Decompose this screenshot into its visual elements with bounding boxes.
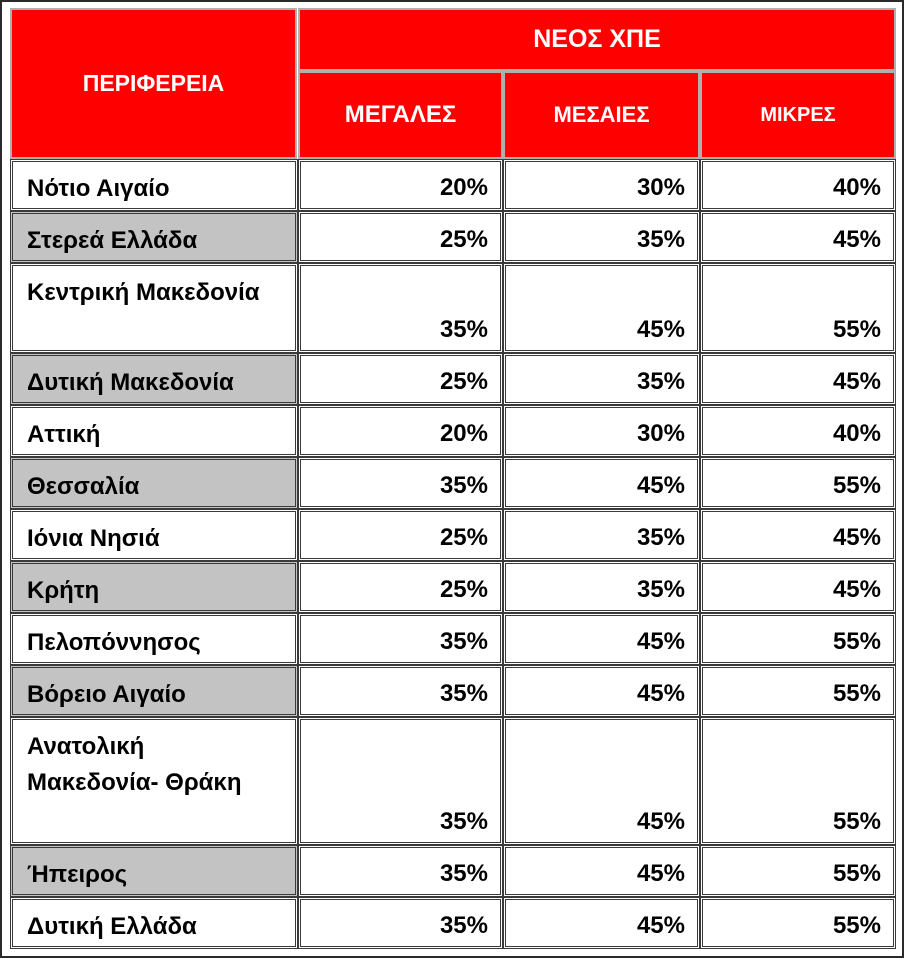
region-name-cell: Κρήτη <box>10 561 298 613</box>
rate-cell-small: 45% <box>700 509 896 561</box>
rate-cell-medium: 45% <box>503 263 700 353</box>
region-name-cell: Δυτική Ελλάδα <box>10 897 298 949</box>
rate-cell-small: 55% <box>700 897 896 949</box>
rate-cell-large: 35% <box>298 897 503 949</box>
rate-cell-medium: 45% <box>503 717 700 845</box>
rate-cell-medium: 35% <box>503 509 700 561</box>
rate-cell-large: 35% <box>298 613 503 665</box>
header-small: ΜΙΚΡΕΣ <box>700 71 896 159</box>
rate-cell-small: 45% <box>700 561 896 613</box>
rate-cell-large: 20% <box>298 405 503 457</box>
rate-cell-medium: 35% <box>503 561 700 613</box>
rate-cell-small: 55% <box>700 717 896 845</box>
region-name-cell: Νότιο Αιγαίο <box>10 159 298 211</box>
region-name-cell: Στερεά Ελλάδα <box>10 211 298 263</box>
rate-cell-small: 55% <box>700 613 896 665</box>
rate-cell-large: 25% <box>298 353 503 405</box>
rate-cell-medium: 45% <box>503 665 700 717</box>
rate-cell-large: 35% <box>298 717 503 845</box>
rate-cell-small: 40% <box>700 159 896 211</box>
rate-cell-medium: 45% <box>503 613 700 665</box>
region-name-cell: Κεντρική Μακεδονία <box>10 263 298 353</box>
rate-cell-small: 45% <box>700 353 896 405</box>
rate-cell-small: 55% <box>700 263 896 353</box>
rate-cell-small: 45% <box>700 211 896 263</box>
rate-cell-large: 25% <box>298 561 503 613</box>
rate-cell-large: 35% <box>298 263 503 353</box>
header-region: ΠΕΡΙΦΕΡΕΙΑ <box>10 8 297 159</box>
rate-cell-large: 25% <box>298 509 503 561</box>
rate-cell-medium: 35% <box>503 353 700 405</box>
rate-cell-medium: 30% <box>503 159 700 211</box>
rate-cell-medium: 45% <box>503 845 700 897</box>
region-name-cell: Ήπειρος <box>10 845 298 897</box>
region-name-cell: Δυτική Μακεδονία <box>10 353 298 405</box>
rate-cell-large: 20% <box>298 159 503 211</box>
region-name-cell: Αττική <box>10 405 298 457</box>
rate-cell-small: 55% <box>700 457 896 509</box>
header-large: ΜΕΓΑΛΕΣ <box>298 71 503 159</box>
rate-cell-medium: 30% <box>503 405 700 457</box>
rate-cell-medium: 45% <box>503 457 700 509</box>
rate-cell-large: 35% <box>298 845 503 897</box>
rate-cell-small: 55% <box>700 665 896 717</box>
rate-cell-large: 35% <box>298 457 503 509</box>
region-name-cell: Ανατολική Μακεδονία- Θράκη <box>10 717 298 845</box>
header-new-xpe: ΝΕΟΣ ΧΠΕ <box>298 8 896 71</box>
rate-cell-medium: 35% <box>503 211 700 263</box>
rate-cell-small: 40% <box>700 405 896 457</box>
rate-cell-large: 35% <box>298 665 503 717</box>
region-name-cell: Ιόνια Νησιά <box>10 509 298 561</box>
rate-cell-large: 25% <box>298 211 503 263</box>
header-medium: ΜΕΣΑΙΕΣ <box>503 71 700 159</box>
region-name-cell: Πελοπόννησος <box>10 613 298 665</box>
rate-cell-small: 55% <box>700 845 896 897</box>
region-name-cell: Βόρειο Αιγαίο <box>10 665 298 717</box>
rate-cell-medium: 45% <box>503 897 700 949</box>
region-name-cell: Θεσσαλία <box>10 457 298 509</box>
